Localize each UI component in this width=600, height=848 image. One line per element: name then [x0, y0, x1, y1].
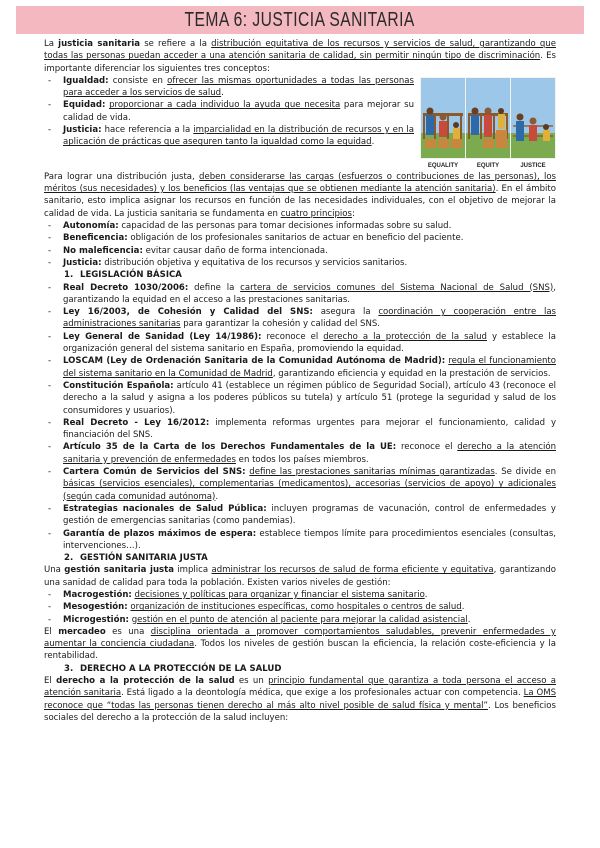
law-item: - Real Decreto 1030/2006: define la cartera de servicios comunes del Sistema Nacional de Salud (SNS), garantizando la equidad en el acceso a las prestaciones sanitarias. [44, 282, 556, 307]
law-item: - Ley General de Sanidad (Ley 14/1986): reconoce el derecho a la protección de la salud y establece la organización general del sistema sanitario en España, promoviendo la equidad. [44, 331, 556, 356]
section-heading-gestion: 2. GESTIÓN SANITARIA JUSTA [64, 553, 208, 564]
level-mesogestion: - Mesogestión: organización de instituciones específicas, como hospitales o centros de salud. [44, 601, 556, 613]
document-body [44, 38, 556, 724]
principle-no-maleficencia: - No maleficencia: evitar causar daño de forma intencionada. [44, 245, 556, 257]
concept-justicia: - Justicia: hace referencia a la imparcialidad en la distribución de recursos y en la aplicación de prácticas que aseguren tanto la igualdad como la equidad. [44, 124, 556, 149]
level-macrogestion: - Macrogestión: decisiones y políticas para organizar y financiar el sistema sanitario. [44, 589, 556, 601]
level-microgestion: - Microgestión: gestión en el punto de atención al paciente para mejorar la calidad asistencial. [44, 614, 556, 626]
law-item: - Artículo 35 de la Carta de los Derechos Fundamentales de la UE: reconoce el derecho a la atención sanitaria y prevención de enfermedades en todos los países miembros. [44, 441, 556, 466]
management-paragraph: Una gestión sanitaria justa implica administrar los recursos de salud de forma eficiente y equitativa, garantizando una sanidad de calidad para toda la población. Existen varios niveles de gestión: [44, 565, 556, 588]
figure-label-justice: JUSTICE [520, 162, 546, 169]
concept-igualdad: - Igualdad: consiste en ofrecer las mismas oportunidades a todas las personas para acceder a los servicios de salud. [44, 75, 556, 100]
marketing-paragraph: El mercadeo es una disciplina orientada a promover comportamientos saludables, prevenir enfermedades y aumentar la conciencia ciudadana. Todos los niveles de gestión buscan la eficiencia, la relación coste-eficiencia y la rentabilidad. [44, 626, 556, 662]
principle-justicia: - Justicia: distribución objetiva y equitativa de los recursos y servicios sanitarios. [44, 257, 556, 269]
right-to-health-paragraph: El derecho a la protección de la salud es un principio fundamental que garantiza a toda persona el acceso a atención sanitaria. Está ligado a la deontología médica, que exige a los profesionales actuar con competencia. La OMS reconoce que “todas las personas tienen derecho al más alto nivel posible de salud física y mental”. Los beneficios sociales del derecho a la protección de la salud incluyen: [44, 676, 556, 723]
intro-paragraph: La justicia sanitaria se refiere a la distribución equitativa de los recursos y servicios de salud, garantizando que todas las personas puedan acceder a una atención sanitaria de calidad, sin permitir ningún tipo de discriminación. Es importante diferenciar los siguientes tres conceptos: [44, 39, 556, 74]
title-banner [16, 6, 584, 34]
page-title: TEMA 6: JUSTICIA SANITARIA [184, 9, 416, 31]
law-item: - LOSCAM (Ley de Ordenación Sanitaria de la Comunidad Autónoma de Madrid): regula el funcionamiento del sistema sanitario en la Comunidad de Madrid, garantizando eficiencia y equidad en la prestación de servicios. [44, 355, 556, 380]
concepts-list [44, 75, 556, 149]
principle-beneficencia: - Beneficencia: obligación de los profesionales sanitarios de actuar en beneficio del paciente. [44, 232, 556, 244]
law-item: - Cartera Común de Servicios del SNS: define las prestaciones sanitarias mínimas garantizadas. Se divide en básicas (servicios esenciales), complementarias (medicamentos), accesorias (servicios de apoyo) y adicionales (según cada comunidad autónoma). [44, 466, 556, 503]
law-item: - Garantía de plazos máximos de espera: establece tiempos límite para procedimientos esenciales (consultas, intervenciones…). [44, 528, 556, 553]
section-heading-derecho: 3. DERECHO A LA PROTECCIÓN DE LA SALUD [64, 663, 282, 674]
law-item: - Constitución Española: artículo 41 (establece un régimen público de Seguridad Social), artículo 43 (reconoce el derecho a la salud y asigna a los poderes públicos su tutela) y artículo 51 (protege la seguridad y salud de los consumidores y usuarios). [44, 380, 556, 417]
figure-label-equity: EQUITY [476, 162, 500, 169]
principles-list [44, 220, 556, 269]
law-item: - Estrategias nacionales de Salud Pública: incluyen programas de vacunación, control de enfermedades y gestión de emergencias sanitarias (como pandemias). [44, 503, 556, 528]
laws-list [44, 282, 556, 553]
section-heading-legislacion: 1. LEGISLACIÓN BÁSICA [64, 270, 182, 281]
law-item: - Ley 16/2003, de Cohesión y Calidad del SNS: asegura la coordinación y cooperación entre las administraciones sanitarias para garantizar la cohesión y calidad del SNS. [44, 306, 556, 331]
figure-label-equality: EQUALITY [427, 162, 459, 169]
management-levels-list [44, 589, 556, 626]
law-item: - Real Decreto - Ley 16/2012: implementa reformas urgentes para mejorar el funcionamiento, calidad y financiación del SNS. [44, 417, 556, 442]
principle-autonomia: - Autonomía: capacidad de las personas para tomar decisiones informadas sobre su salud. [44, 220, 556, 232]
concept-equidad: - Equidad: proporcionar a cada individuo la ayuda que necesita para mejorar su calidad de vida. [44, 99, 556, 124]
distribution-paragraph: Para lograr una distribución justa, deben considerarse las cargas (esfuerzos o contribuciones de las personas), los méritos (sus necesidades) y los beneficios (las ventajas que se obtienen mediante la atención sanitaria). En el ámbito sanitario, esto implica asignar los recursos en función de las necesidades individuales, con el objetivo de mejorar la calidad de vida. La justicia sanitaria se fundamenta en cuatro principios: [44, 171, 556, 219]
